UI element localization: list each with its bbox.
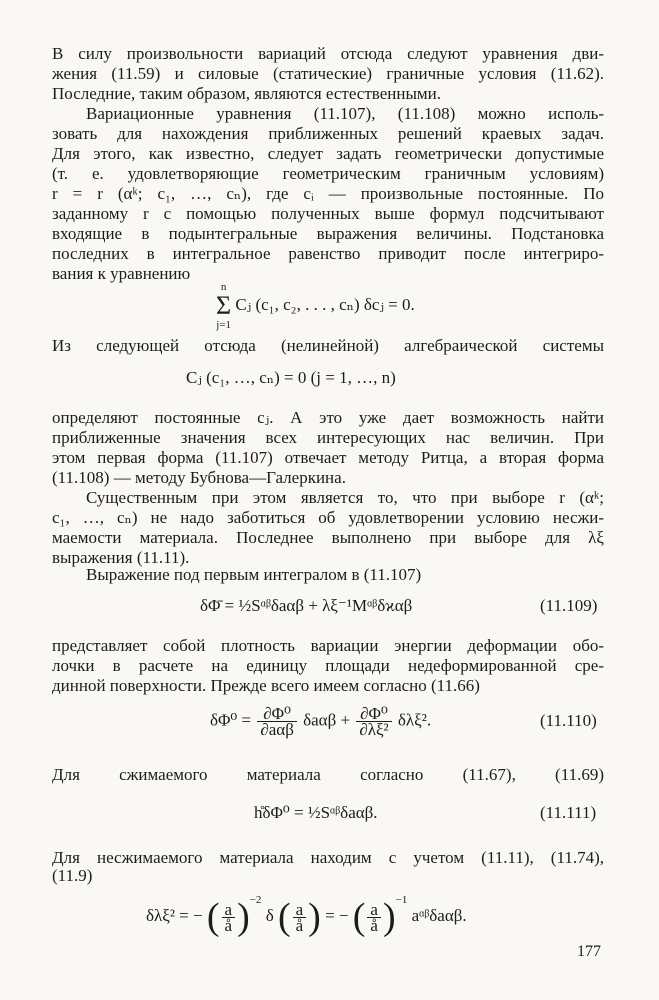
text-line: В силу произвольности вариаций отсюда следуют уравнения дви- <box>52 44 604 63</box>
fraction: $\frac{a}{å}$ <box>222 902 236 933</box>
fraction: $\frac{a}{å}$ <box>367 902 381 933</box>
text-line: последних в интегральное равенство приводит после интегриро- <box>52 244 604 263</box>
sum-equation-body: Cⱼ (c₁, c₂, . . . , cₙ) δcⱼ = 0. <box>235 294 415 314</box>
text-line: Последние, таким образом, являются естественными. <box>52 84 441 103</box>
final-equation: δλξ² = − ( $\frac{a}{å}$ )$^{-2}$ δ ( $\frac{a}{å}$ ) = − ( $\frac{a}{å}$ )$^{-1}$ aᵅᵝδaαβ. <box>146 894 467 939</box>
text-line: r = r (αᵏ; c₁, …, cₙ), где cᵢ — произвольные постоянные. По <box>52 184 604 203</box>
text-line: входящие в подынтегральные выражения величины. Подстановка <box>52 224 604 243</box>
text-line: Для этого, как известно, следует задать геометрически допустимые <box>52 144 604 163</box>
text-line: представляет собой плотность вариации энергии деформации обо- <box>52 636 604 655</box>
sum-operator: n Σ j=1 <box>216 281 232 331</box>
text-line: Существенным при этом является то, что при выборе r (αᵏ; <box>86 488 604 507</box>
equation-11-110: δΦ⁰ = $\frac{\text{∂Φ⁰}}{\text{∂aαβ}}$ δaαβ + $\frac{\text{∂Φ⁰}}{\text{∂λξ²}}$ δλξ². <box>210 704 432 739</box>
text-line: (т. е. удовлетворяющие геометрическим граничным условиям) <box>52 164 604 183</box>
text-line: c₁, …, cₙ) не надо заботиться об удовлетворении условию несжи- <box>52 508 604 527</box>
text-line: этом первая форма (11.107) отвечает методу Ритца, а вторая форма <box>52 448 604 467</box>
text-line: Для несжимаемого материала находим с учетом (11.11), (11.74), <box>52 848 604 867</box>
text-line: (11.108) — методу Бубнова—Галеркина. <box>52 468 346 487</box>
text-line: приближенные значения всех интересующих нас величин. При <box>52 428 604 447</box>
text-line: маемости материала. Последнее выполнено при выборе для λξ <box>52 528 604 547</box>
equation-11-111: h̊δΦ⁰ = ½Sᵅᵝδaαβ. <box>254 803 378 822</box>
equation-number: (11.109) <box>540 596 598 615</box>
text-line: лочки в расчете на единицу площади недеформированной сре- <box>52 656 604 675</box>
text-line: Для сжимаемого материала согласно (11.67), (11.69) <box>52 765 604 784</box>
fraction: $\frac{a}{å}$ <box>293 902 307 933</box>
text-line: выражения (11.11). <box>52 548 190 567</box>
text-line: жения (11.59) и силовые (статические) граничные условия (11.62). <box>52 64 604 83</box>
text-line: динной поверхности. Прежде всего имеем согласно (11.66) <box>52 676 480 695</box>
equation-number: (11.110) <box>540 711 597 730</box>
fraction: $\frac{\text{∂Φ⁰}}{\text{∂λξ²}}$ <box>356 706 391 737</box>
text-line: определяют постоянные cⱼ. А это уже дает возможность найти <box>52 408 604 427</box>
page-number: 177 <box>577 943 601 960</box>
text-line: Выражение под первым интегралом в (11.107) <box>86 565 422 584</box>
equation-number: (11.111) <box>540 803 597 822</box>
system-equation: Cⱼ (c₁, …, cₙ) = 0 (j = 1, …, n) <box>186 368 396 387</box>
text-line: (11.9) <box>52 866 93 885</box>
text-line: заданному r с помощью полученных выше формул подсчитывают <box>52 204 604 223</box>
sum-equation <box>216 280 415 332</box>
text-line: вания к уравнению <box>52 264 191 283</box>
equation-11-109: δΦ̄ = ½Sᵅᵝδaαβ + λξ⁻¹Mᵅᵝδϰαβ <box>200 596 413 615</box>
text-line: Из следующей отсюда (нелинейной) алгебраической системы <box>52 336 604 355</box>
text-line: зовать для нахождения приближенных решений краевых задач. <box>52 124 604 143</box>
fraction: $\frac{\text{∂Φ⁰}}{\text{∂aαβ}}$ <box>257 706 297 737</box>
text-line: Вариационные уравнения (11.107), (11.108) можно исполь- <box>86 104 604 123</box>
